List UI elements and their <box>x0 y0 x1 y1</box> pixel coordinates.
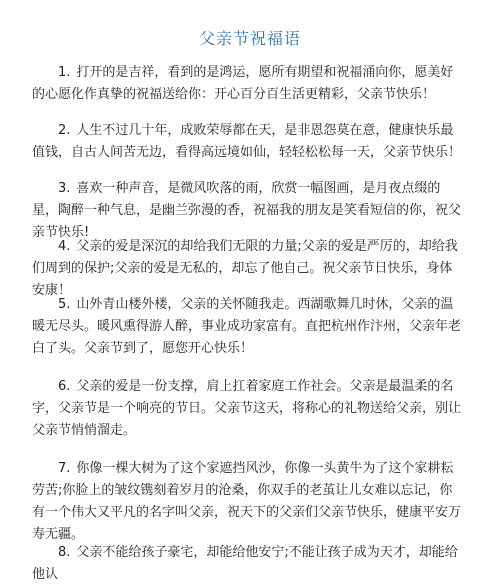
paragraph-text: 打开的是吉祥，看到的是鸿运，愿所有期望和祝福涌向你，愿美好的心愿化作真挚的祝福送给你：开心百分百生活更精彩，父亲节快乐！ <box>32 65 454 102</box>
paragraph-number: 3. <box>58 181 71 196</box>
page-title: 父亲节祝福语 <box>198 29 301 48</box>
paragraph-number: 6. <box>58 379 71 394</box>
paragraph-number: 8. <box>58 545 71 560</box>
paragraph-3 <box>32 178 462 244</box>
paragraph-number: 1. <box>58 65 71 80</box>
paragraph-7 <box>32 458 462 546</box>
paragraph-number: 7. <box>58 461 71 476</box>
paragraph-4 <box>32 236 462 302</box>
paragraph-text: 山外青山楼外楼，父亲的关怀随我走。西湖歌舞几时休，父亲的温暖无尽头。暖风熏得游人醉，事业成功家富有。直把杭州作汴州，父亲年老白了头。父亲节到了，愿您开心快乐！ <box>32 297 462 356</box>
paragraph-number: 2. <box>58 123 71 138</box>
paragraph-number: 5. <box>58 297 71 312</box>
paragraph-text: 父亲的爱是深沉的却给我们无限的力量;父亲的爱是严厉的，却给我们周到的保护;父亲的爱是无私的，却忘了他自己。祝父亲节日快乐，身体安康！ <box>32 239 458 298</box>
paragraph-text: 父亲的爱是一份支撑，肩上扛着家庭工作社会。父亲是最温柔的名字，父亲节是一个响亮的节日。父亲节这天，将称心的礼物送给父亲，别让父亲节悄悄溜走。 <box>32 379 462 438</box>
paragraph-1 <box>32 62 462 106</box>
paragraph-8 <box>32 542 462 586</box>
paragraph-number: 4. <box>58 239 71 254</box>
paragraph-2 <box>32 120 462 164</box>
paragraph-6 <box>32 376 462 442</box>
paragraph-5 <box>32 294 462 360</box>
paragraph-text: 人生不过几十年，成败荣辱都在天，是非恩怨莫在意，健康快乐最值钱，自古人间苦无边，看得高远境如仙，轻轻松松每一天，父亲节快乐！ <box>32 123 462 160</box>
paragraph-text: 父亲不能给孩子豪宅，却能给他安宁;不能让孩子成为天才，却能给他认 <box>32 545 458 582</box>
paragraph-text: 你像一棵大树为了这个家遮挡风沙，你像一头黄牛为了这个家耕耘劳苦;你脸上的皱纹镌刻着岁月的沧桑，你双手的老茧让儿女难以忘记，你有一个伟大又平凡的名字叫父亲，祝天下的父亲们父亲节快乐，健康平安万寿无疆。 <box>32 461 462 542</box>
paragraph-text: 喜欢一种声音，是微风吹落的雨，欣赏一幅图画，是月夜点缀的星，陶醉一种气息，是幽兰弥漫的香，祝福我的朋友是笑看短信的你，祝父亲节快乐! <box>32 181 462 240</box>
